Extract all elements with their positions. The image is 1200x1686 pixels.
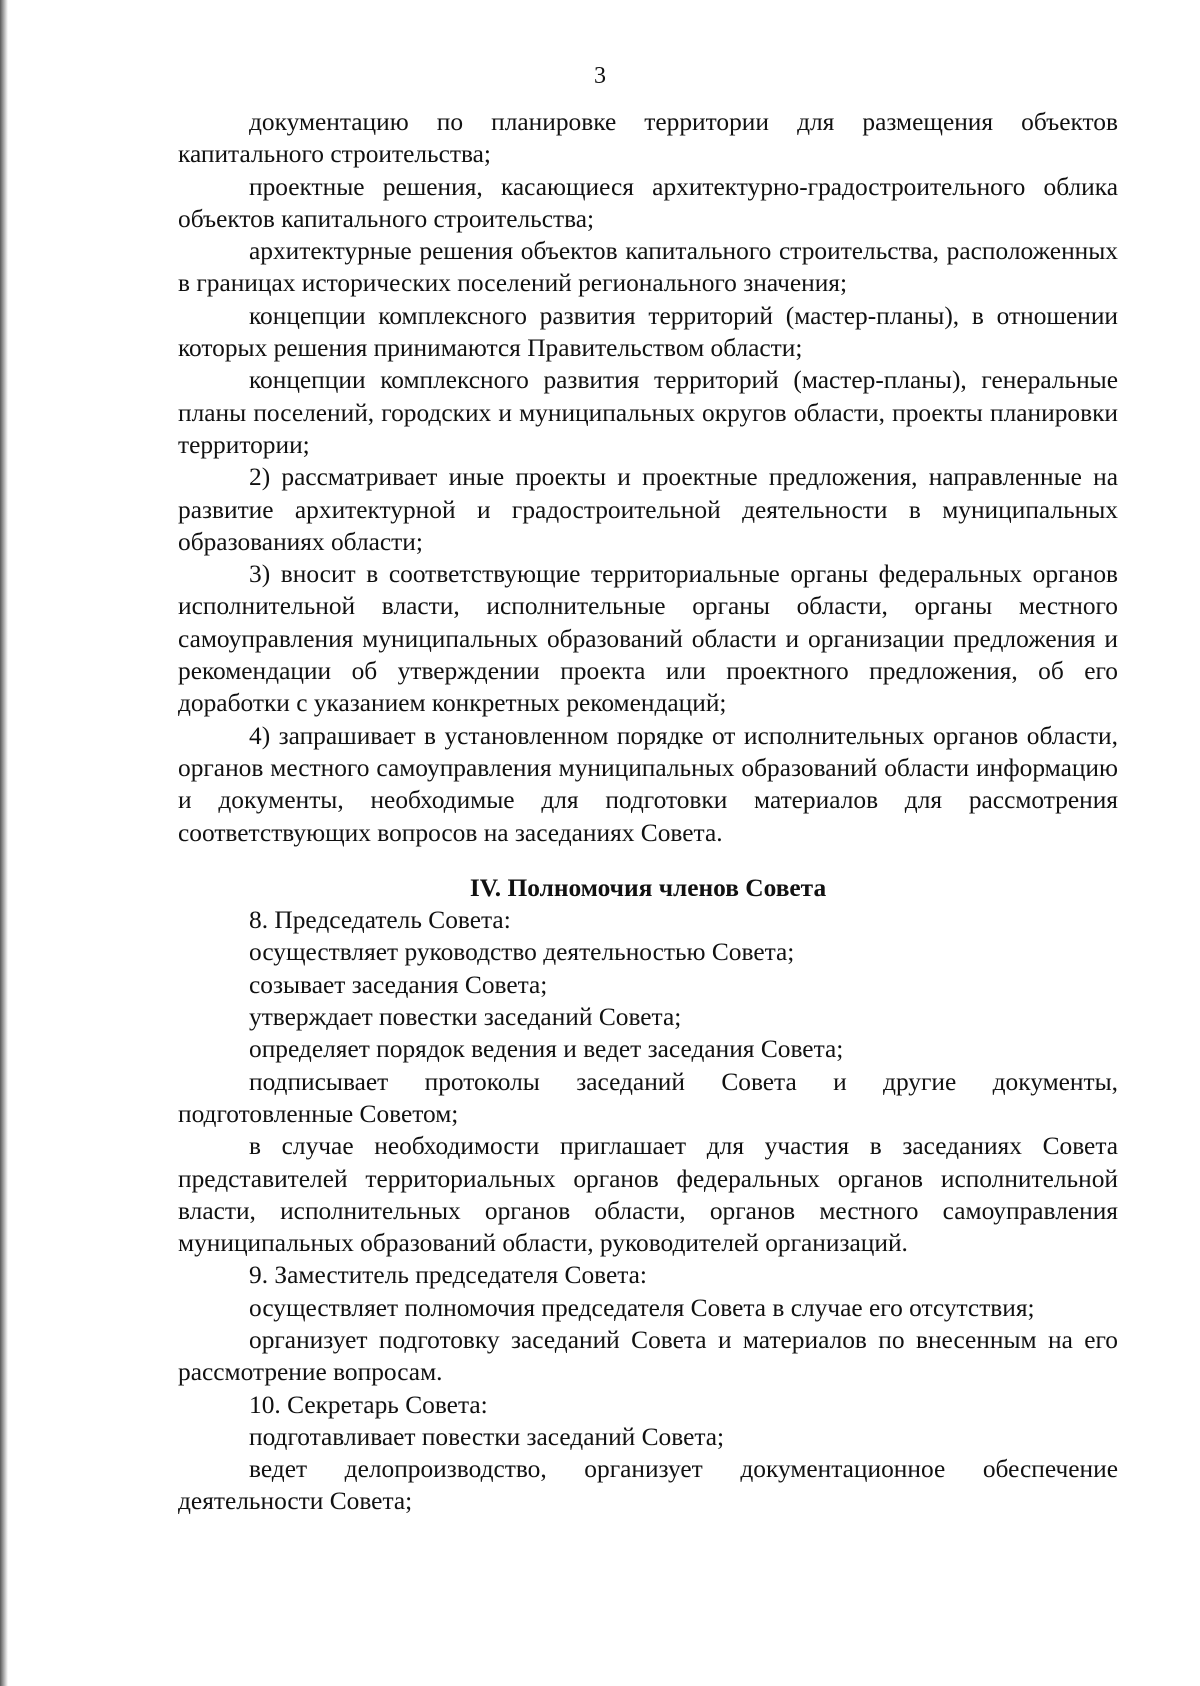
paragraph: проектные решения, касающиеся архитектурно-градостроительного облика объектов капитального строительства; <box>178 172 1118 233</box>
paragraph: документацию по планировке территории для размещения объектов капитального строительства; <box>178 108 1118 169</box>
paragraph: ведет делопроизводство, организует документационное обеспечение деятельности Совета; <box>178 1455 1118 1516</box>
scan-edge <box>0 0 8 1686</box>
paragraph: концепции комплексного развития территорий (мастер-планы), генеральные планы поселений, городских и муниципальных округов области, проекты планировки территории; <box>178 366 1118 459</box>
paragraph: организует подготовку заседаний Совета и материалов по внесенным на его рассмотрение вопросам. <box>178 1325 1118 1387</box>
paragraph: в случае необходимости приглашает для участия в заседаниях Совета представителей территориальных органов федеральных органов исполнительной власти, исполнительных органов области, органов местного самоуправления муниципальных образований области, руководителей организаций. <box>178 1132 1118 1258</box>
paragraph: созывает заседания Совета; <box>249 970 548 999</box>
section-heading: IV. Полномочия членов Совета <box>469 873 827 902</box>
paragraph: подписывает протоколы заседаний Совета и другие документы, подготовленные Советом; <box>178 1067 1118 1128</box>
paragraph: подготавливает повестки заседаний Совета; <box>249 1422 725 1451</box>
paragraph: осуществляет руководство деятельностью Совета; <box>249 938 795 967</box>
paragraph: утверждает повестки заседаний Совета; <box>249 1003 682 1032</box>
paragraph: 10. Секретарь Совета: <box>249 1390 488 1419</box>
paragraph: определяет порядок ведения и ведет заседания Совета; <box>249 1035 844 1064</box>
paragraph: 8. Председатель Совета: <box>249 906 511 935</box>
paragraph: 2) рассматривает иные проекты и проектные предложения, направленные на развитие архитектурной и градостроительной деятельности в муниципальных образованиях области; <box>178 463 1118 556</box>
paragraph: 9. Заместитель председателя Совета: <box>249 1261 647 1290</box>
paragraph: архитектурные решения объектов капитального строительства, расположенных в границах исторических поселений регионального значения; <box>178 237 1118 298</box>
document-body <box>178 106 1118 1518</box>
paragraph: 3) вносит в соответствующие территориальные органы федеральных органов исполнительной власти, исполнительные органы области, органы местного самоуправления муниципальных образований области и организации предложения и рекомендации об утверждении проекта или проектного предложения, об его доработки с указанием конкретных рекомендаций; <box>178 560 1118 718</box>
paragraph: концепции комплексного развития территорий (мастер-планы), в отношении которых решения принимаются Правительством области; <box>178 301 1118 363</box>
page-number: 3 <box>594 63 606 89</box>
paragraph: 4) запрашивает в установленном порядке от исполнительных органов области, органов местного самоуправления муниципальных образований области информацию и документы, необходимые для подготовки материалов для рассмотрения соответствующих вопросов на заседаниях Совета. <box>178 721 1118 847</box>
paragraph: осуществляет полномочия председателя Совета в случае его отсутствия; <box>249 1293 1035 1322</box>
